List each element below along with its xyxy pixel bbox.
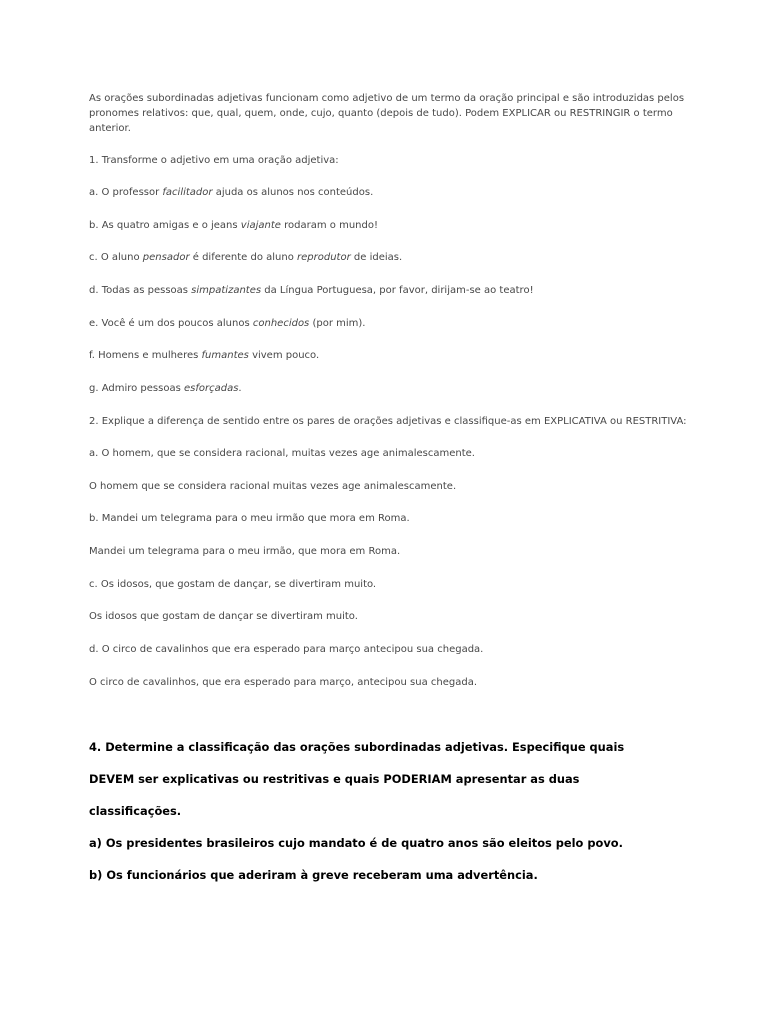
intro-line-2: pronomes relativos: que, qual, quem, onde, cujo, quanto (depois de tudo). Podem EXPLICAR ou RESTRINGIR o termo bbox=[89, 108, 673, 119]
q2-line-c2: Os idosos que gostam de dançar se divertiram muito. bbox=[89, 611, 358, 622]
q1-item-d bbox=[89, 284, 534, 298]
intro-line-3: anterior. bbox=[89, 123, 131, 134]
q1-item-b-adjective: viajante bbox=[240, 220, 281, 231]
q1-heading: 1. Transforme o adjetivo em uma oração adjetiva: bbox=[89, 155, 339, 166]
q1-item-a-adjective: facilitador bbox=[162, 187, 213, 198]
q1-item-f-text-end: vivem pouco. bbox=[248, 350, 320, 361]
q1-item-c-adjective: pensador bbox=[142, 252, 190, 263]
q1-item-c-text-mid: é diferente do aluno bbox=[189, 252, 298, 263]
q1-item-b-text-end: rodaram o mundo! bbox=[280, 220, 378, 231]
q2-heading: 2. Explique a diferença de sentido entre os pares de orações adjetivas e classifique-as em EXPLICATIVA ou RESTRITIVA: bbox=[89, 416, 687, 427]
q1-item-f bbox=[89, 349, 319, 363]
q2-line-c1: c. Os idosos, que gostam de dançar, se divertiram muito. bbox=[89, 579, 377, 590]
q1-item-c-text-end: de ideias. bbox=[350, 252, 403, 263]
q1-item-e-text-end: (por mim). bbox=[309, 318, 366, 329]
q2-line-d2: O circo de cavalinhos, que era esperado para março, antecipou sua chegada. bbox=[89, 677, 478, 688]
q1-item-f-adjective: fumantes bbox=[201, 350, 249, 361]
q1-item-g-text-end: . bbox=[238, 383, 242, 394]
q1-item-c bbox=[89, 251, 402, 265]
q1-item-e bbox=[89, 317, 365, 331]
q1-item-b bbox=[89, 219, 378, 233]
intro-line-1: As orações subordinadas adjetivas funcionam como adjetivo de um termo da oração principal e são introduzidas pelos bbox=[89, 93, 685, 104]
q1-item-b-text: b. As quatro amigas e o jeans bbox=[89, 220, 241, 231]
q4-line-3: classificações. bbox=[89, 804, 182, 818]
q1-item-d-text-end: da Língua Portuguesa, por favor, dirijam-se ao teatro! bbox=[261, 285, 534, 296]
q1-item-c-text: c. O aluno bbox=[89, 252, 143, 263]
q1-item-d-adjective: simpatizantes bbox=[191, 285, 262, 296]
q4-item-b: b) Os funcionários que aderiram à greve receberam uma advertência. bbox=[89, 868, 538, 882]
q4-line-1: 4. Determine a classificação das orações subordinadas adjetivas. Especifique quais bbox=[89, 740, 625, 754]
q1-item-a-text: a. O professor bbox=[89, 187, 163, 198]
q1-item-e-adjective: conhecidos bbox=[252, 318, 310, 329]
q1-item-g-adjective: esforçadas bbox=[183, 383, 239, 394]
q2-line-b2: Mandei um telegrama para o meu irmão, que mora em Roma. bbox=[89, 546, 401, 557]
q4-line-2: DEVEM ser explicativas ou restritivas e quais PODERIAM apresentar as duas bbox=[89, 772, 580, 786]
q2-line-d1: d. O circo de cavalinhos que era esperado para março antecipou sua chegada. bbox=[89, 644, 484, 655]
q1-item-a bbox=[89, 186, 373, 200]
q1-item-g bbox=[89, 382, 242, 396]
q1-item-a-text-end: ajuda os alunos nos conteúdos. bbox=[212, 187, 374, 198]
q2-line-a2: O homem que se considera racional muitas vezes age animalescamente. bbox=[89, 481, 457, 492]
q2-line-b1: b. Mandei um telegrama para o meu irmão que mora em Roma. bbox=[89, 513, 410, 524]
q2-line-a1: a. O homem, que se considera racional, muitas vezes age animalescamente. bbox=[89, 448, 475, 459]
q1-item-g-text: g. Admiro pessoas bbox=[89, 383, 184, 394]
q4-item-a: a) Os presidentes brasileiros cujo mandato é de quatro anos são eleitos pelo povo. bbox=[89, 836, 623, 850]
q1-item-d-text: d. Todas as pessoas bbox=[89, 285, 192, 296]
q1-item-e-text: e. Você é um dos poucos alunos bbox=[89, 318, 253, 329]
q1-item-f-text: f. Homens e mulheres bbox=[89, 350, 202, 361]
q1-item-c-adjective-2: reprodutor bbox=[297, 252, 351, 263]
